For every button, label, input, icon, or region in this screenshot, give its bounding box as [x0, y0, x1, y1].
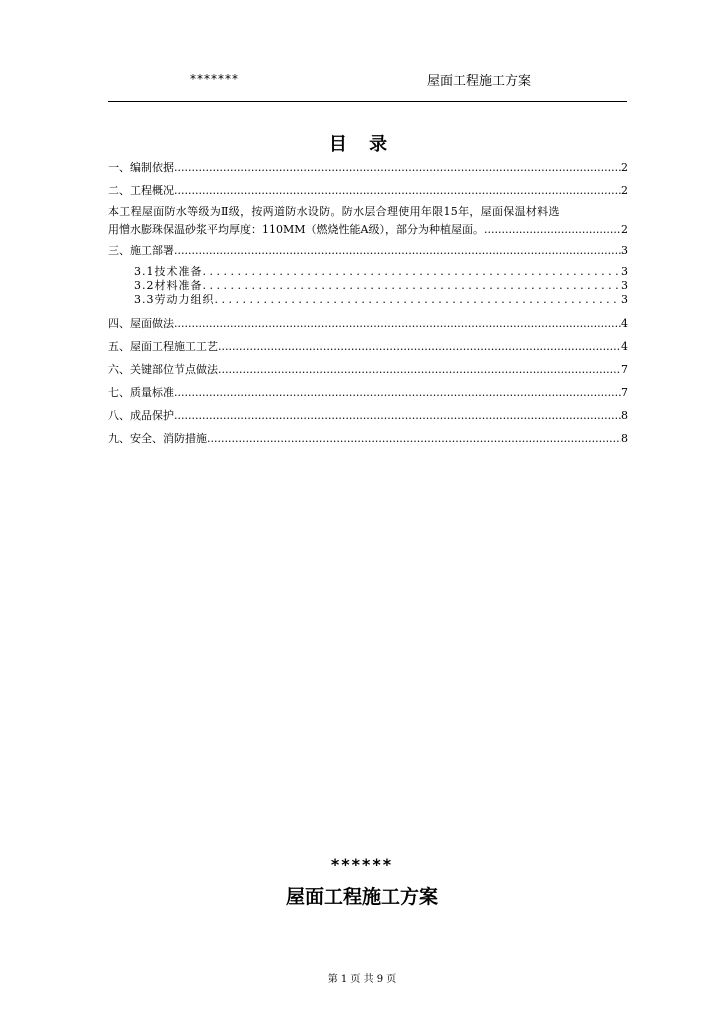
toc-entry-label: 八、成品保护 — [108, 409, 174, 422]
toc-subentry[interactable] — [134, 293, 628, 307]
toc-entry-page: 8 — [621, 409, 628, 422]
toc-entry[interactable] — [108, 431, 628, 447]
toc-leader-dots — [218, 362, 621, 378]
toc-entry-page: 3 — [621, 293, 628, 306]
toc-entry-page: 2 — [621, 223, 628, 236]
header-title: 屋面工程施工方案 — [427, 74, 532, 89]
toc-entry-label: 二、工程概况 — [108, 184, 174, 197]
header-left-text: ******* — [190, 72, 239, 86]
toc-entry-page: 7 — [621, 363, 628, 376]
toc-entry-page: 4 — [621, 317, 628, 330]
toc-leader-dots — [174, 160, 621, 176]
toc-entry-page: 7 — [621, 386, 628, 399]
toc-entry[interactable] — [108, 339, 628, 355]
toc-title: 目 录 — [328, 134, 396, 155]
toc-entry-line1: 本工程屋面防水等级为Ⅱ级，按两道防水设防。防水层合理使用年限15年，屋面保温材料选 — [108, 205, 560, 218]
toc-entry-page: 3 — [621, 265, 628, 278]
toc-entry-label: 三、施工部署 — [108, 244, 174, 257]
toc-entry-label: 九、安全、消防措施 — [108, 432, 207, 445]
toc-entry-label: 3.1技术准备 — [134, 265, 203, 278]
toc-subentry[interactable] — [134, 279, 628, 293]
toc-leader-dots — [174, 385, 621, 401]
toc-entry-multiline[interactable] — [108, 203, 628, 239]
toc-entry-label: 五、屋面工程施工工艺 — [108, 340, 218, 353]
toc-entry[interactable] — [108, 385, 628, 401]
toc-entry-page: 3 — [621, 279, 628, 292]
toc-entry[interactable] — [108, 183, 628, 199]
toc-entry-label: 七、质量标准 — [108, 386, 174, 399]
toc-entry-page: 4 — [621, 340, 628, 353]
toc-subentry[interactable] — [134, 265, 628, 279]
toc-entry-page: 8 — [621, 432, 628, 445]
toc-entry-label: 四、屋面做法 — [108, 317, 174, 330]
toc-entry[interactable] — [108, 316, 628, 332]
header-divider — [108, 101, 627, 102]
page-number: 第 1 页 共 9 页 — [327, 974, 397, 985]
footer-title: 屋面工程施工方案 — [285, 886, 438, 908]
toc-entry-label: 六、关键部位节点做法 — [108, 363, 218, 376]
toc-leader-dots — [174, 183, 621, 199]
toc-entry-label: 3.2材料准备 — [134, 279, 203, 292]
toc-leader-dots — [174, 408, 621, 424]
toc-leader-dots — [484, 221, 621, 239]
toc-entry-label: 3.3劳动力组织 — [134, 293, 215, 306]
footer-stars: ****** — [330, 855, 394, 874]
toc-entry-page: 2 — [621, 161, 628, 174]
toc-entry-page: 3 — [621, 244, 628, 257]
toc-leader-dots — [215, 293, 622, 309]
toc-entry-label: 一、编制依据 — [108, 161, 174, 174]
toc-leader-dots — [174, 243, 621, 259]
toc-leader-dots — [218, 339, 621, 355]
toc-leader-dots — [174, 316, 621, 332]
toc-leader-dots — [207, 431, 621, 447]
toc-entry[interactable] — [108, 362, 628, 378]
toc-entry-line2: 用憎水膨珠保温砂浆平均厚度：110MM（燃烧性能A级），部分为种植屋面。 — [108, 223, 484, 236]
toc-entry-page: 2 — [621, 184, 628, 197]
toc-entry[interactable] — [108, 160, 628, 176]
toc-entry[interactable] — [108, 243, 628, 259]
toc-entry[interactable] — [108, 408, 628, 424]
